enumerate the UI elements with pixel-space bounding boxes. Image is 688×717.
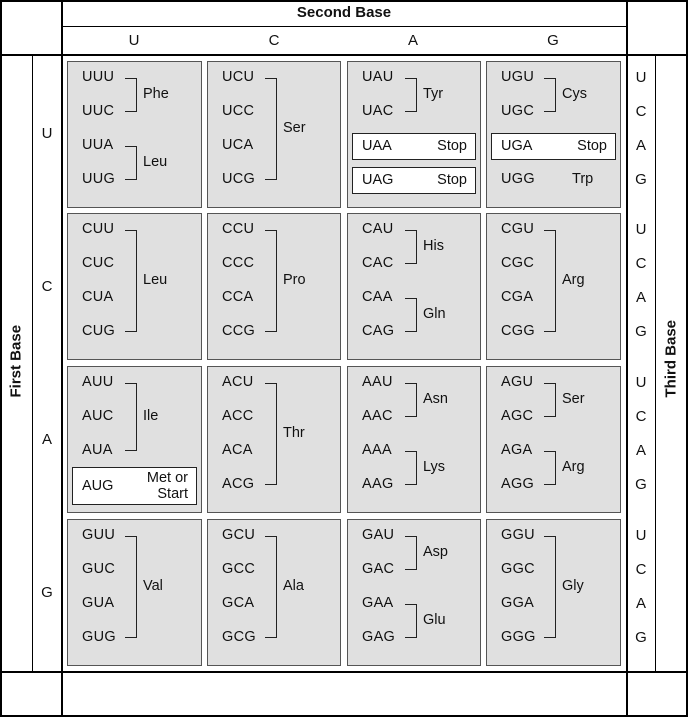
amino-acid-cys: Cys: [562, 86, 587, 102]
frame-top: [0, 0, 688, 2]
third-base-a-c: C: [635, 408, 647, 425]
bracket-his: [405, 230, 417, 264]
bracket-asn: [405, 383, 417, 417]
bracket-gln: [405, 298, 417, 332]
bracket-gly: [544, 536, 556, 638]
bracket-arg: [544, 451, 556, 485]
first-base-header: First Base: [7, 324, 25, 398]
bracket-leu: [125, 146, 137, 180]
amino-acid-leu: Leu: [143, 154, 168, 170]
codon-ccc: CCC: [222, 255, 255, 271]
amino-acid-gln: Gln: [423, 306, 446, 322]
bracket-ala: [265, 536, 277, 638]
second-base-c: C: [268, 32, 280, 49]
second-base-g: G: [547, 32, 559, 49]
codon-ggc: GGC: [501, 561, 535, 577]
third-base-c-g: G: [635, 323, 647, 340]
stop-label: Stop: [577, 138, 607, 154]
codon-gau: GAU: [362, 527, 395, 543]
codon-ucc: UCC: [222, 103, 255, 119]
codon-ugc: UGC: [501, 103, 535, 119]
codon-acu: ACU: [222, 374, 254, 390]
bracket-lys: [405, 451, 417, 485]
codon-uca: UCA: [222, 137, 254, 153]
amino-acid-his: His: [423, 238, 444, 254]
codon-gac: GAC: [362, 561, 395, 577]
codon-uag: UAG: [362, 172, 394, 188]
frame-left: [0, 0, 2, 717]
third-base-a-a: A: [635, 442, 646, 459]
bracket-cys: [544, 78, 556, 112]
codon-uug: UUG: [82, 171, 116, 187]
codon-aca: ACA: [222, 442, 253, 458]
codon-ggu: GGU: [501, 527, 535, 543]
amino-acid-ile: Ile: [143, 408, 159, 424]
third-base-c-c: C: [635, 255, 647, 272]
codon-cuc: CUC: [82, 255, 115, 271]
codon-cca: CCA: [222, 289, 254, 305]
codon-ucu: UCU: [222, 69, 255, 85]
third-base-header: Third Base: [662, 319, 680, 398]
first-base-c: C: [41, 278, 53, 295]
amino-acid-asp: Asp: [423, 544, 448, 560]
codon-uga: UGA: [501, 138, 533, 154]
codon-gcu: GCU: [222, 527, 256, 543]
col-line-1: [61, 0, 63, 717]
first-base-a: A: [41, 431, 52, 448]
codon-gaa: GAA: [362, 595, 394, 611]
third-base-g-u: U: [635, 527, 647, 544]
codon-aau: AAU: [362, 374, 393, 390]
codon-cag: CAG: [362, 323, 395, 339]
bracket-ile: [125, 383, 137, 451]
third-base-g-g: G: [635, 629, 647, 646]
codon-uaa: UAA: [362, 138, 392, 154]
bracket-phe: [125, 78, 137, 112]
amino-acid-thr: Thr: [283, 425, 305, 441]
codon-acg: ACG: [222, 476, 255, 492]
codon-cuu: CUU: [82, 221, 115, 237]
header-bottom-line: [0, 54, 688, 56]
amino-acid-glu: Glu: [423, 612, 446, 628]
stop-box-uag: [352, 167, 476, 194]
codon-aga: AGA: [501, 442, 533, 458]
codon-cug: CUG: [82, 323, 116, 339]
stop-box-uga: [491, 133, 616, 160]
amino-acid-leu: Leu: [143, 272, 168, 288]
codon-uac: UAC: [362, 103, 394, 119]
amino-acid-val: Val: [143, 578, 163, 594]
amino-acid-pro: Pro: [283, 272, 306, 288]
third-base-u-a: A: [635, 137, 646, 154]
amino-acid-arg: Arg: [562, 459, 585, 475]
third-base-a-u: U: [635, 374, 647, 391]
codon-uuc: UUC: [82, 103, 115, 119]
bracket-glu: [405, 604, 417, 638]
amino-acid-phe: Phe: [143, 86, 169, 102]
codon-ccu: CCU: [222, 221, 255, 237]
codon-auc: AUC: [82, 408, 114, 424]
codon-guc: GUC: [82, 561, 116, 577]
bracket-asp: [405, 536, 417, 570]
met-label: Met or: [146, 470, 188, 486]
amino-acid-gly: Gly: [562, 578, 584, 594]
stop-label: Stop: [437, 172, 467, 188]
codon-aac: AAC: [362, 408, 393, 424]
codon-gua: GUA: [82, 595, 115, 611]
third-base-u-u: U: [635, 69, 647, 86]
codon-cgu: CGU: [501, 221, 535, 237]
codon-gcg: GCG: [222, 629, 256, 645]
codon-auu: AUU: [82, 374, 114, 390]
codon-gag: GAG: [362, 629, 396, 645]
third-base-c-u: U: [635, 221, 647, 238]
bracket-ser: [265, 78, 277, 180]
amino-acid-lys: Lys: [423, 459, 446, 475]
amino-acid-asn: Asn: [423, 391, 448, 407]
bracket-tyr: [405, 78, 417, 112]
amino-acid-trp: Trp: [572, 171, 594, 187]
codon-gcc: GCC: [222, 561, 256, 577]
codon-cau: CAU: [362, 221, 394, 237]
codon-ugu: UGU: [501, 69, 535, 85]
bracket-arg: [544, 230, 556, 332]
codon-cua: CUA: [82, 289, 114, 305]
bracket-leu: [125, 230, 137, 332]
third-base-a-g: G: [635, 476, 647, 493]
col-line-first-base: [32, 55, 33, 672]
codon-guu: GUU: [82, 527, 116, 543]
amino-acid-ser: Ser: [562, 391, 585, 407]
codon-aug: AUG: [82, 478, 114, 494]
bracket-thr: [265, 383, 277, 485]
amino-acid-ala: Ala: [283, 578, 304, 594]
codon-cgc: CGC: [501, 255, 535, 271]
codon-gug: GUG: [82, 629, 116, 645]
codon-aaa: AAA: [362, 442, 392, 458]
codon-uua: UUA: [82, 137, 114, 153]
header-row-divider: [61, 26, 627, 27]
codon-agc: AGC: [501, 408, 534, 424]
third-base-u-g: G: [635, 171, 647, 188]
codon-acc: ACC: [222, 408, 254, 424]
start-label: Start: [157, 486, 188, 502]
third-base-u-c: C: [635, 103, 647, 120]
codon-ucg: UCG: [222, 171, 256, 187]
third-base-c-a: A: [635, 289, 646, 306]
met-start-label: [147, 470, 188, 502]
codon-gga: GGA: [501, 595, 535, 611]
amino-acid-tyr: Tyr: [423, 86, 444, 102]
codon-agu: AGU: [501, 374, 534, 390]
codon-cga: CGA: [501, 289, 534, 305]
codon-ugg: UGG: [501, 171, 535, 187]
first-base-g: G: [41, 584, 53, 601]
third-base-g-a: A: [635, 595, 646, 612]
amino-acid-arg: Arg: [562, 272, 585, 288]
codon-aag: AAG: [362, 476, 394, 492]
codon-ccg: CCG: [222, 323, 256, 339]
col-line-2: [626, 0, 628, 717]
codon-ggg: GGG: [501, 629, 536, 645]
stop-label: Stop: [437, 138, 467, 154]
codon-cac: CAC: [362, 255, 394, 271]
second-base-header: Second Base: [296, 4, 392, 21]
bracket-val: [125, 536, 137, 638]
bracket-ser: [544, 383, 556, 417]
codon-caa: CAA: [362, 289, 393, 305]
first-base-u: U: [41, 125, 53, 142]
footer-top-line: [0, 671, 688, 673]
bracket-pro: [265, 230, 277, 332]
codon-gca: GCA: [222, 595, 255, 611]
third-base-g-c: C: [635, 561, 647, 578]
start-box-aug: [72, 467, 197, 505]
codon-uau: UAU: [362, 69, 394, 85]
second-base-u: U: [128, 32, 140, 49]
codon-aua: AUA: [82, 442, 113, 458]
stop-box-uaa: [352, 133, 476, 160]
codon-agg: AGG: [501, 476, 535, 492]
col-line-third-base: [655, 55, 656, 672]
second-base-a: A: [407, 32, 418, 49]
amino-acid-ser: Ser: [283, 120, 306, 136]
codon-uuu: UUU: [82, 69, 115, 85]
codon-cgg: CGG: [501, 323, 535, 339]
